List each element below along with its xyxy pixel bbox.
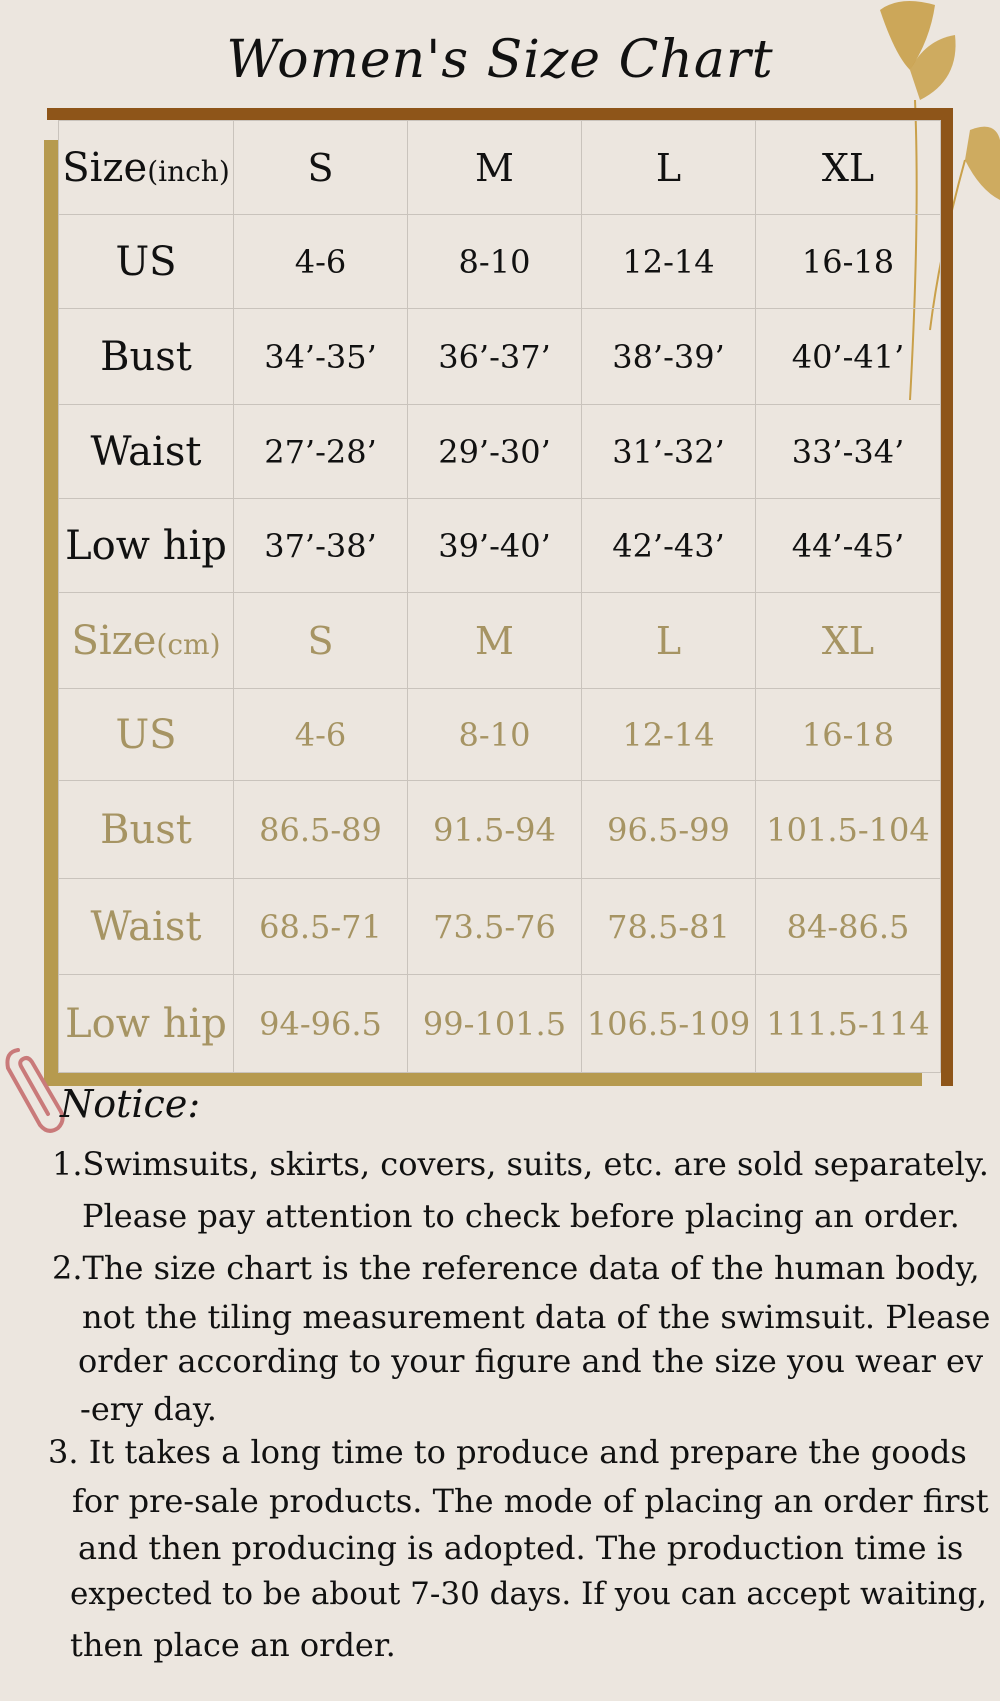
notice-line: Please pay attention to check before placing an order. <box>82 1197 960 1235</box>
table-cell: 96.5-99 <box>582 781 756 879</box>
table-cell: 101.5-104 <box>756 781 941 879</box>
table-cell: 39’-40’ <box>408 499 582 593</box>
table-row <box>59 593 941 689</box>
table-cell: 4-6 <box>234 215 408 309</box>
size-inch-header-cell: Size(inch) <box>59 121 234 215</box>
table-cell: 34’-35’ <box>234 309 408 405</box>
notice-line: not the tiling measurement data of the swimsuit. Please <box>82 1298 991 1336</box>
size-cell: M <box>408 593 582 689</box>
table-row <box>59 121 941 215</box>
notice-line: 3. It takes a long time to produce and prepare the goods <box>48 1433 967 1471</box>
table-row <box>59 309 941 405</box>
notice-line: 1.Swimsuits, skirts, covers, suits, etc. are sold separately. <box>52 1145 989 1183</box>
row-label: US <box>59 689 234 781</box>
table-cell: 40’-41’ <box>756 309 941 405</box>
row-label: US <box>59 215 234 309</box>
table-row <box>59 215 941 309</box>
table-cell: 73.5-76 <box>408 879 582 975</box>
table-cell: 84-86.5 <box>756 879 941 975</box>
size-cell: S <box>234 593 408 689</box>
table-cell: 8-10 <box>408 215 582 309</box>
table-row <box>59 975 941 1073</box>
size-cell: L <box>582 593 756 689</box>
notice-line: for pre-sale products. The mode of placing an order first <box>72 1482 989 1520</box>
table-cell: 42’-43’ <box>582 499 756 593</box>
table-row <box>59 879 941 975</box>
table-cell: 16-18 <box>756 215 941 309</box>
notice-line: and then producing is adopted. The production time is <box>78 1529 964 1567</box>
table-cell: 38’-39’ <box>582 309 756 405</box>
table-cell: 29’-30’ <box>408 405 582 499</box>
table-cell: 31’-32’ <box>582 405 756 499</box>
table-cell: 8-10 <box>408 689 582 781</box>
table-cell: 68.5-71 <box>234 879 408 975</box>
table-cell: 27’-28’ <box>234 405 408 499</box>
frame-left-border <box>44 140 58 1084</box>
table-cell: 86.5-89 <box>234 781 408 879</box>
size-cell: M <box>408 121 582 215</box>
table-cell: 78.5-81 <box>582 879 756 975</box>
size-cell: L <box>582 121 756 215</box>
size-cell: XL <box>756 121 941 215</box>
table-cell: 36’-37’ <box>408 309 582 405</box>
table-cell: 4-6 <box>234 689 408 781</box>
notice-line: -ery day. <box>80 1390 217 1428</box>
table-cell: 16-18 <box>756 689 941 781</box>
size-chart-table <box>58 120 941 1073</box>
table-row <box>59 499 941 593</box>
size-cell: XL <box>756 593 941 689</box>
table-cell: 44’-45’ <box>756 499 941 593</box>
table-cell: 12-14 <box>582 215 756 309</box>
table-row <box>59 405 941 499</box>
table-cell: 111.5-114 <box>756 975 941 1073</box>
frame-top-border <box>47 108 953 120</box>
table-row <box>59 689 941 781</box>
row-label: Bust <box>59 781 234 879</box>
page-title: Women's Size Chart <box>226 30 774 90</box>
table-row <box>59 781 941 879</box>
row-label: Low hip <box>59 975 234 1073</box>
row-label: Bust <box>59 309 234 405</box>
row-label: Waist <box>59 879 234 975</box>
frame-right-border <box>941 108 953 1086</box>
row-label: Low hip <box>59 499 234 593</box>
notice-title: Notice: <box>60 1082 201 1126</box>
table-cell: 37’-38’ <box>234 499 408 593</box>
notice-line: order according to your figure and the size you wear ev <box>78 1342 984 1380</box>
table-cell: 33’-34’ <box>756 405 941 499</box>
table-cell: 99-101.5 <box>408 975 582 1073</box>
notice-line: 2.The size chart is the reference data of the human body, <box>52 1249 980 1287</box>
row-label: Waist <box>59 405 234 499</box>
size-cm-header-cell: Size(cm) <box>59 593 234 689</box>
size-cell: S <box>234 121 408 215</box>
table-cell: 106.5-109 <box>582 975 756 1073</box>
table-cell: 91.5-94 <box>408 781 582 879</box>
table-cell: 12-14 <box>582 689 756 781</box>
notice-line: then place an order. <box>70 1626 396 1664</box>
notice-line: expected to be about 7-30 days. If you can accept waiting, <box>70 1576 988 1612</box>
table-cell: 94-96.5 <box>234 975 408 1073</box>
